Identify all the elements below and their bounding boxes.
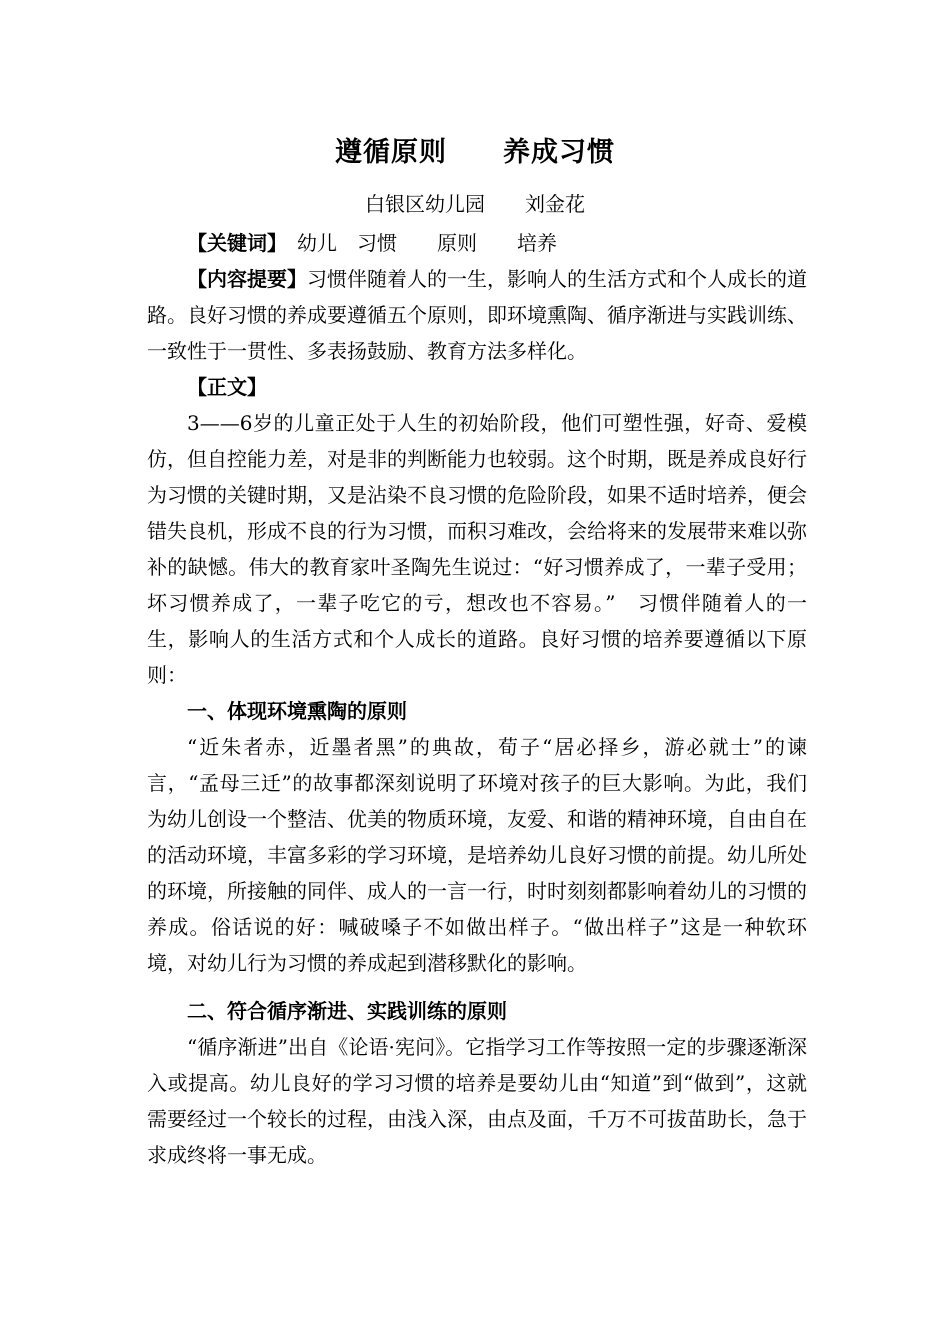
article-body xyxy=(147,225,807,1173)
intro-paragraph: 3——6岁的儿童正处于人生的初始阶段，他们可塑性强，好奇、爱模仿，但自控能力差，对是非的判断能力也较弱。这个时期，既是养成良好行为习惯的关键时期，又是沾染不良习惯的危险阶段，如果不适时培养，便会错失良机，形成不良的行为习惯，而积习难改，会给将来的发展带来难以弥补的缺憾。伟大的教育家叶圣陶先生说过：“好习惯养成了，一辈子受用；坏习惯养成了，一辈子吃它的亏，想改也不容易。” 习惯伴随着人的一生，影响人的生活方式和个人成长的道路。良好习惯的培养要遵循以下原则： xyxy=(147,411,807,687)
abstract-paragraph xyxy=(147,261,807,369)
author-line: 白银区幼儿园 刘金花 xyxy=(365,192,585,216)
keywords-line xyxy=(147,225,807,261)
section-heading-2: 二、符合循序渐进、实践训练的原则 xyxy=(187,999,507,1023)
body-label: 【正文】 xyxy=(187,375,267,399)
abstract-label: 【内容提要】 xyxy=(187,267,307,291)
keywords-label: 【关键词】 xyxy=(187,231,277,255)
keywords-value: 幼儿 习惯 原则 培养 xyxy=(277,231,557,255)
article-title: 遵循原则 养成习惯 xyxy=(335,137,615,168)
section-paragraph-2: “循序渐进”出自《论语·宪问》。它指学习工作等按照一定的步骤逐渐深入或提高。幼儿良好的学习习惯的培养是要幼儿由“知道”到“做到”，这就需要经过一个较长的过程，由浅入深，由点及面，千万不可拔苗助长，急于求成终将一事无成。 xyxy=(147,1035,807,1167)
abstract-text: 习惯伴随着人的一生，影响人的生活方式和个人成长的道路。良好习惯的养成要遵循五个原则，即环境熏陶、循序渐进与实践训练、一致性于一贯性、多表扬鼓励、教育方法多样化。 xyxy=(147,267,807,363)
section-heading-1: 一、体现环境熏陶的原则 xyxy=(187,699,407,723)
section-paragraph-1: “近朱者赤，近墨者黑”的典故，荀子“居必择乡，游必就士”的谏言，“孟母三迁”的故事都深刻说明了环境对孩子的巨大影响。为此，我们为幼儿创设一个整洁、优美的物质环境，友爱、和谐的精神环境，自由自在的活动环境，丰富多彩的学习环境，是培养幼儿良好习惯的前提。幼儿所处的环境，所接触的同伴、成人的一言一行，时时刻刻都影响着幼儿的习惯的养成。俗话说的好：喊破嗓子不如做出样子。“做出样子”这是一种软环境，对幼儿行为习惯的养成起到潜移默化的影响。 xyxy=(147,735,807,975)
